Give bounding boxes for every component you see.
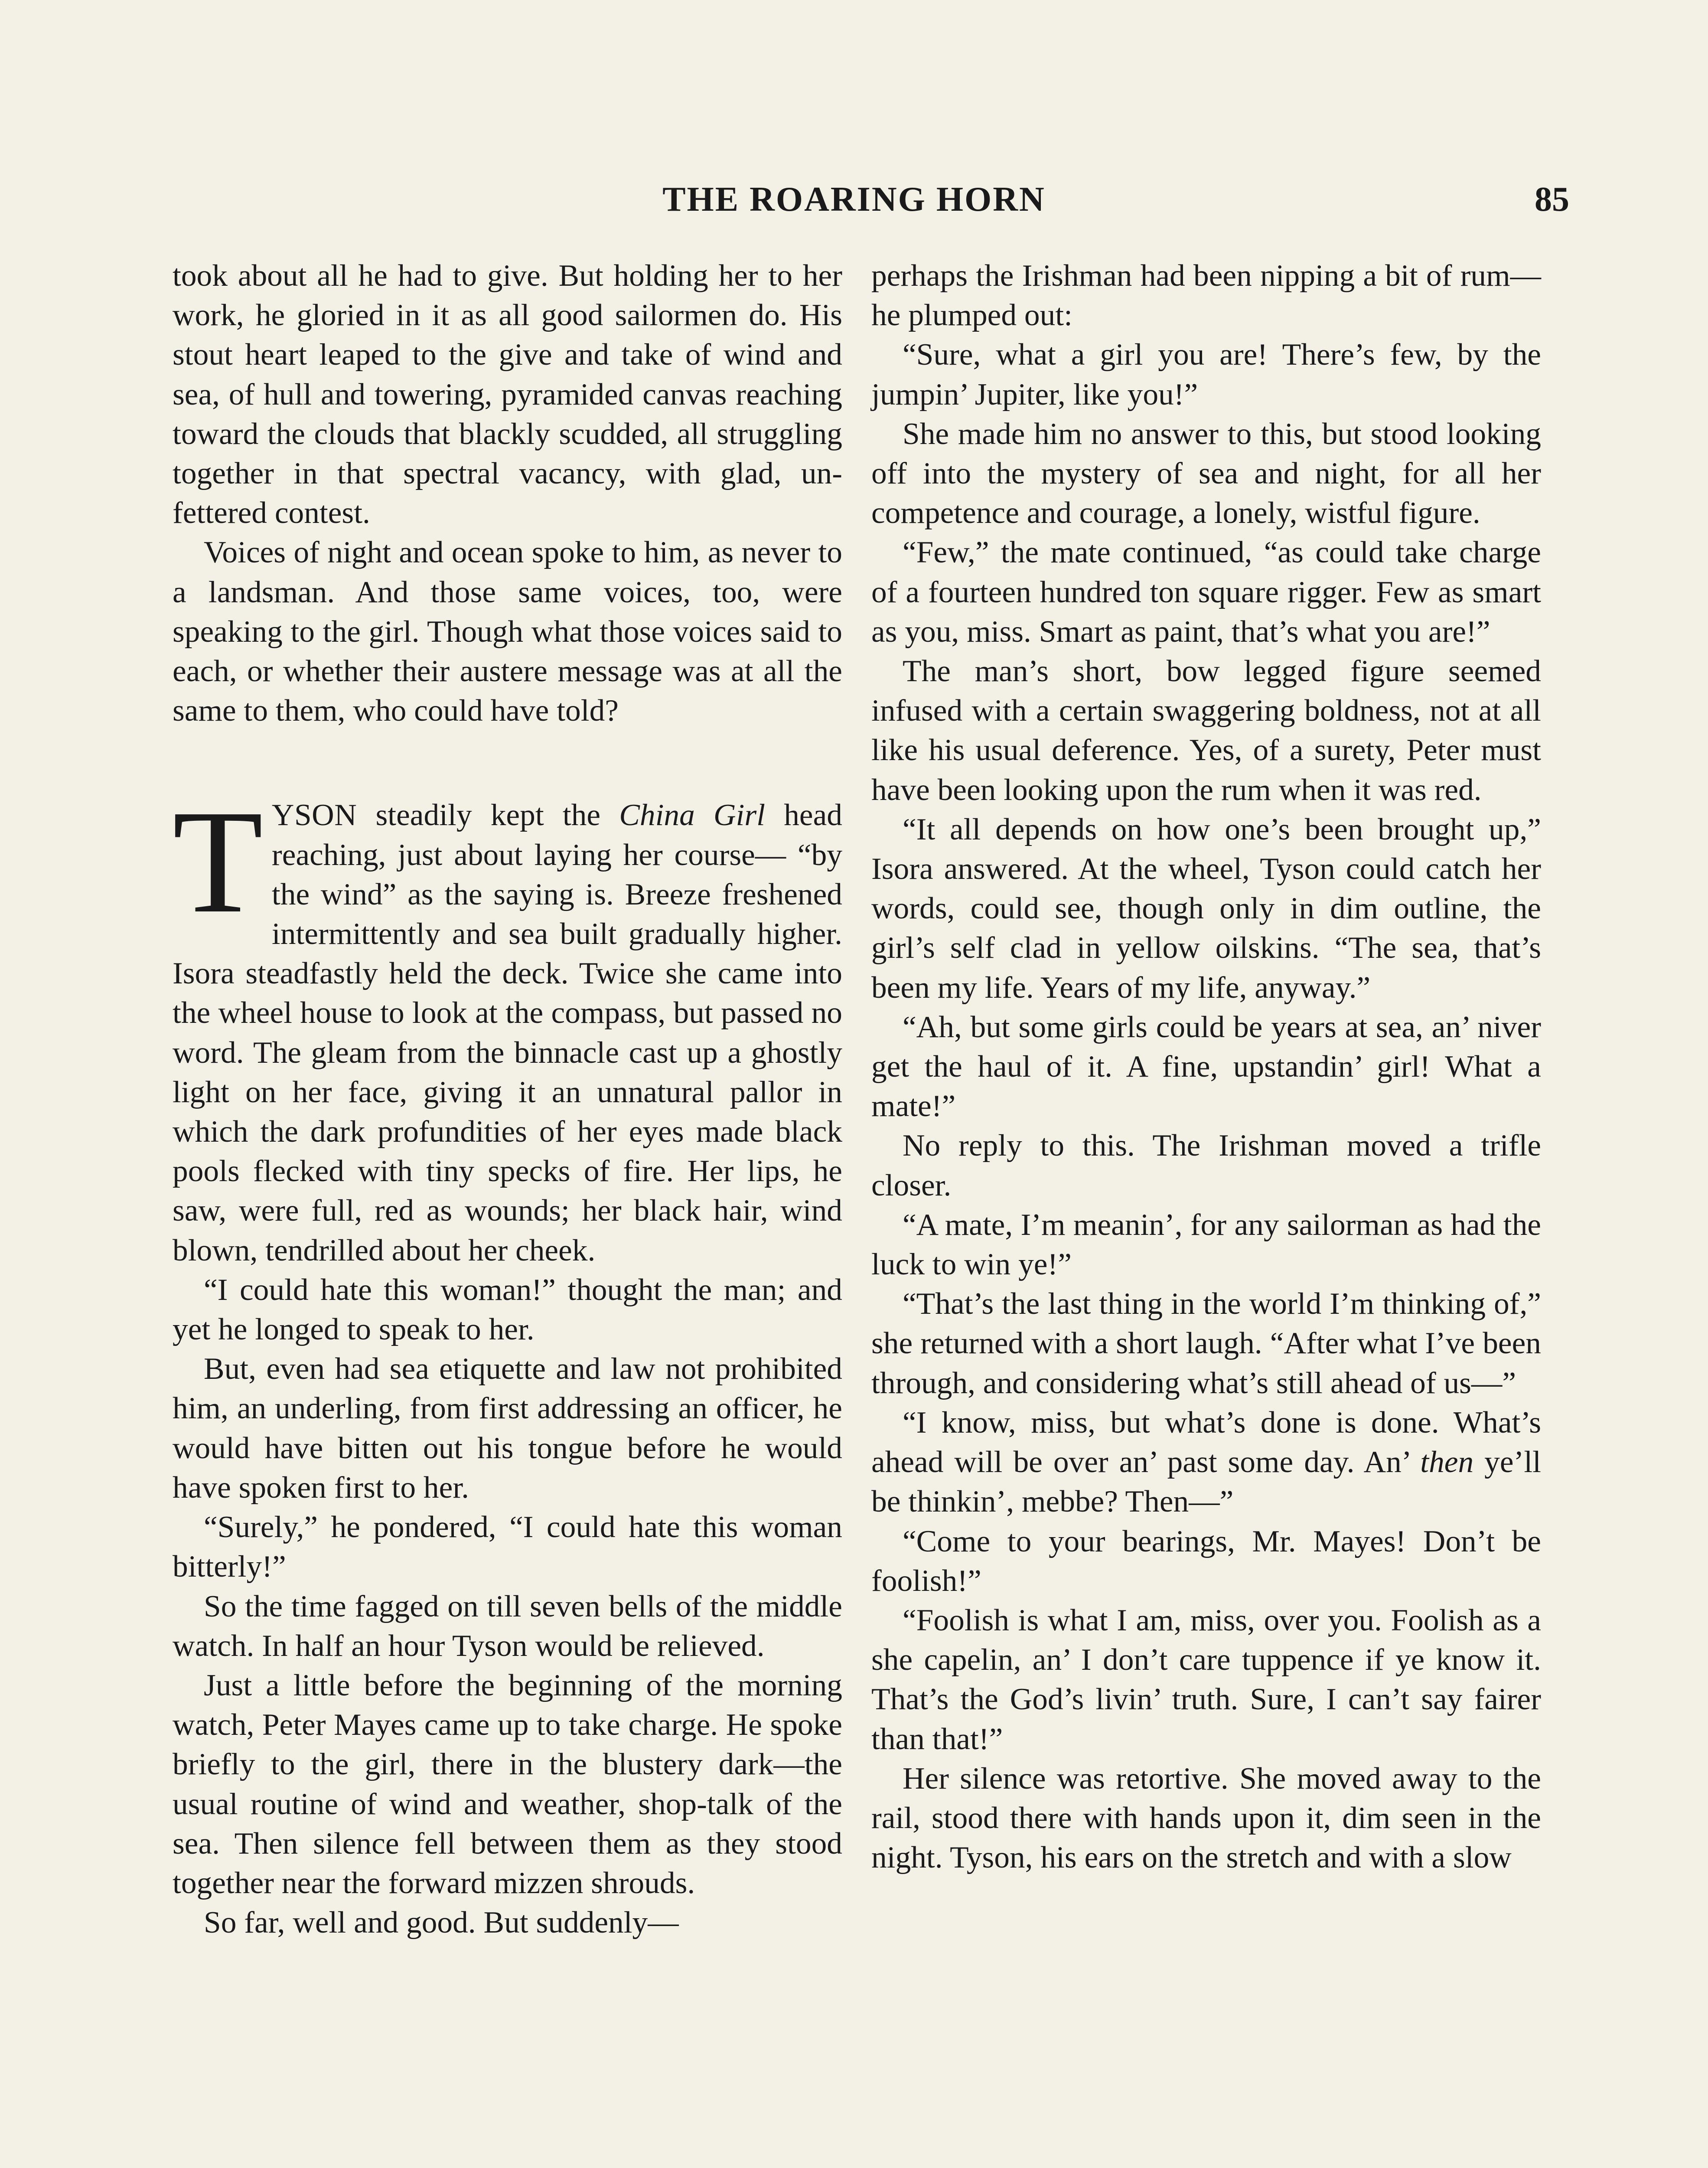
paragraph: “That’s the last thing in the world I’m thinking of,” she returned with a short laugh. “After what I’ve been through, and considering what’s still ahead of us—” [871,1286,1541,1400]
paragraph: But, even had sea etiquette and law not prohibited him, an underling, from first addressing an officer, he would have bitten out his tongue before he would have spoken first to her. [173,1352,842,1505]
ship-name: China Girl [619,798,766,833]
paragraph: “Foolish is what I am, miss, over you. Foolish as a she capelin, an’ I don’t care tuppence if ye know it. That’s the God’s livin’ truth. Sure, I can’t say fairer than that!” [871,1603,1541,1756]
page-number: 85 [1535,180,1569,219]
paragraph: “It all depends on how one’s been brought up,” Isora answered. At the wheel, Tyson could catch her words, could see, though only in dim outline, the girl’s self clad in yellow oilskins. “The sea, that’s been my life. Years of my life, anyway.” [871,812,1541,1005]
paragraph: “Few,” the mate continued, “as could take charge of a fourteen hundred ton square rigger. Few as smart as you, miss. Smart as paint, that’s what you are!” [871,535,1541,649]
paragraph: The man’s short, bow legged figure seemed infused with a certain swaggering boldness, not at all like his usual deference. Yes, of a surety, Peter must have been looking upon the rum when it was red. [871,654,1541,807]
paragraph [871,1403,1541,1522]
paragraph: So the time fagged on till seven bells of the middle watch. In half an hour Tyson would be relieved. [173,1589,842,1663]
drop-cap: T [173,779,263,944]
paragraph: Just a little before the beginning of the morning watch, Peter Mayes came up to take charge. He spoke briefly to the girl, there in the blustery dark—the usual routine of wind and weather, shop-talk of the sea. Then silence fell between them as they stood together near the forward mizzen shrouds. [173,1668,842,1900]
paragraph: So far, well and good. But suddenly— [204,1905,679,1940]
paragraph: perhaps the Irishman had been nipping a bit of rum—he plumped out: [871,258,1541,333]
paragraph: Voices of night and ocean spoke to him, as never to a landsman. And those same voices, too, were speaking to the girl. Though what those voices said to each, or whether their austere message was at all the same to them, who could have told? [173,535,842,728]
running-head-title: THE ROARING HORN [662,180,1046,219]
paragraph: “Surely,” he pondered, “I could hate this woman bitterly!” [173,1510,842,1584]
paragraph: She made him no answer to this, but stood looking off into the mystery of sea and night, for all her competence and courage, a lonely, wistful figure. [871,416,1541,530]
paragraph: Her silence was retortive. She moved away to the rail, stood there with hands upon it, dim seen in the night. Tyson, his ears on the stretch and with a slow [871,1761,1541,1875]
right-text-column [871,256,1541,1877]
emphasis: then [1420,1445,1474,1479]
paragraph: took about all he had to give. But holding her to her work, he gloried in it as all good sailormen do. His stout heart leaped to the give and take of wind and sea, of hull and towering, pyramided canvas reaching toward the clouds that blackly scudded, all struggling together in that spectral vacancy, with glad, unfettered contest. [173,258,842,530]
paragraph: “Ah, but some girls could be years at sea, an’ niver get the haul of it. A fine, upstandin’ girl! What a mate!” [871,1009,1541,1123]
text-run: ye’ll be thinkin’, mebbe? Then—” [871,1445,1541,1519]
paragraph: “I could hate this woman!” thought the man; and yet he longed to speak to her. [173,1272,842,1347]
paragraph: “Come to your bearings, Mr. Mayes! Don’t be foolish!” [871,1524,1541,1598]
text-run: head reaching, just about laying her course— “by the wind” as the saying is. Breeze freshened intermittently and sea built gradually higher. Isora steadfastly held the deck. Twice she came into the wheel house to look at the compass, but passed no word. The gleam from the binnacle cast up a ghostly light on her face, giving it an unnatural pallor in which the dark profundities of her eyes made black pools flecked with tiny specks of fire. Her lips, he saw, were full, red as wounds; her black hair, wind blown, tendrilled about her cheek. [173,798,842,1267]
left-text-column [173,256,842,1942]
text-run: steadily kept the [357,798,619,833]
paragraph: “A mate, I’m meanin’, for any sailorman as had the luck to win ye!” [871,1207,1541,1282]
text-run: “I know, miss, but what’s done is done. What’s ahead will be over an’ past some day. An’ [871,1405,1541,1479]
section-opening-paragraph [173,779,842,1270]
opening-word: YSON [271,798,357,833]
paragraph: No reply to this. The Irishman moved a trifle closer. [871,1128,1541,1202]
paragraph: “Sure, what a girl you are! There’s few, by the jumpin’ Jupiter, like you!” [871,337,1541,411]
